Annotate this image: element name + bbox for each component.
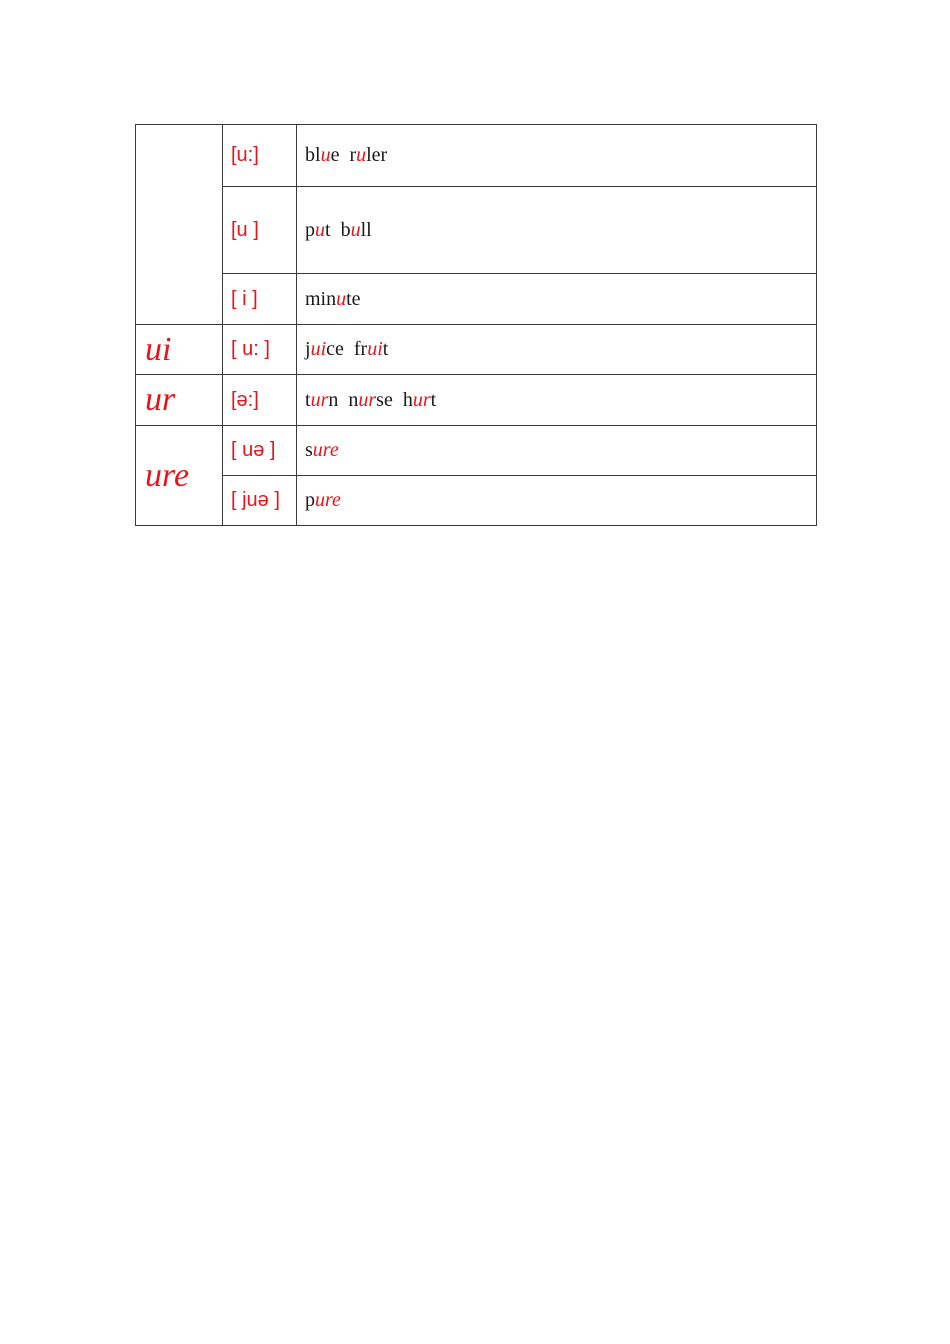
ipa-cell — [223, 187, 297, 274]
letter-combination: ure — [145, 456, 190, 494]
word-segment: t — [382, 338, 389, 360]
letter-combination-cell — [136, 375, 223, 426]
example-word — [354, 338, 388, 360]
table-row — [136, 476, 817, 526]
word-segment: b — [340, 218, 351, 241]
table-row — [136, 375, 817, 426]
highlighted-letters: ure — [312, 439, 339, 461]
example-word — [349, 144, 387, 166]
example-word — [305, 439, 339, 461]
word-segment: r — [349, 144, 357, 166]
ipa-cell — [223, 125, 297, 187]
table-row — [136, 187, 817, 274]
word-segment: t — [305, 388, 311, 411]
table-row — [136, 274, 817, 325]
example-word — [305, 389, 338, 411]
word-segment: te — [346, 287, 361, 310]
word-segment: ler — [366, 144, 388, 166]
highlighted-letters: ur — [412, 388, 431, 411]
word-segment: n — [348, 388, 359, 411]
word-segment: fr — [353, 338, 368, 360]
example-words-cell — [297, 274, 817, 325]
word-segment: t — [430, 388, 437, 411]
example-word — [305, 288, 361, 310]
word-segment: se — [376, 388, 393, 411]
word-segment: ll — [360, 218, 372, 241]
highlighted-letters: ure — [315, 489, 341, 511]
example-word — [305, 144, 339, 166]
word-segment: n — [328, 388, 339, 411]
ipa-symbol: [ i ] — [231, 287, 258, 310]
example-words-cell — [297, 187, 817, 274]
ipa-cell — [223, 476, 297, 526]
ipa-symbol: [ə:] — [231, 388, 259, 411]
highlighted-letters: u — [315, 218, 325, 241]
ipa-symbol: [u ] — [231, 218, 259, 241]
example-words-cell — [297, 426, 817, 476]
ipa-symbol: [ juə ] — [231, 489, 280, 511]
word-segment: t — [325, 218, 331, 241]
letter-combination-cell — [136, 125, 223, 325]
highlighted-letters: u — [350, 218, 361, 241]
ipa-cell — [223, 426, 297, 476]
word-segment: p — [305, 218, 315, 241]
word-segment: h — [402, 388, 413, 411]
example-words-cell — [297, 125, 817, 187]
letter-combination: ui — [145, 330, 172, 368]
letter-combination: ur — [145, 381, 176, 418]
letter-combination-cell — [136, 325, 223, 375]
ipa-symbol: [u:] — [231, 144, 259, 166]
ipa-cell — [223, 375, 297, 426]
example-words-cell — [297, 476, 817, 526]
ipa-symbol: [ uə ] — [231, 439, 276, 461]
highlighted-letters: ur — [358, 388, 377, 411]
example-word — [305, 338, 344, 360]
highlighted-letters: ur — [310, 388, 329, 411]
word-segment: s — [305, 439, 313, 461]
table-row — [136, 426, 817, 476]
highlighted-letters: u — [356, 144, 367, 166]
ipa-symbol: [ u: ] — [231, 338, 270, 360]
word-segment: bl — [305, 144, 321, 166]
word-segment: p — [305, 489, 315, 511]
word-segment: e — [330, 144, 340, 166]
highlighted-letters: u — [320, 144, 331, 166]
phonics-table — [135, 124, 817, 526]
ipa-cell — [223, 274, 297, 325]
example-word — [348, 389, 392, 411]
example-word — [305, 489, 341, 511]
letter-combination-cell — [136, 426, 223, 526]
highlighted-letters: u — [336, 287, 347, 310]
table-row — [136, 125, 817, 187]
word-segment: j — [305, 338, 311, 360]
highlighted-letters: ui — [310, 338, 327, 360]
example-word — [305, 219, 331, 241]
example-word — [403, 389, 436, 411]
word-segment: min — [305, 287, 337, 310]
table-row — [136, 325, 817, 375]
example-word — [341, 219, 372, 241]
ipa-cell — [223, 325, 297, 375]
example-words-cell — [297, 375, 817, 426]
word-segment: ce — [326, 338, 344, 360]
highlighted-letters: ui — [367, 338, 383, 360]
example-words-cell — [297, 325, 817, 375]
